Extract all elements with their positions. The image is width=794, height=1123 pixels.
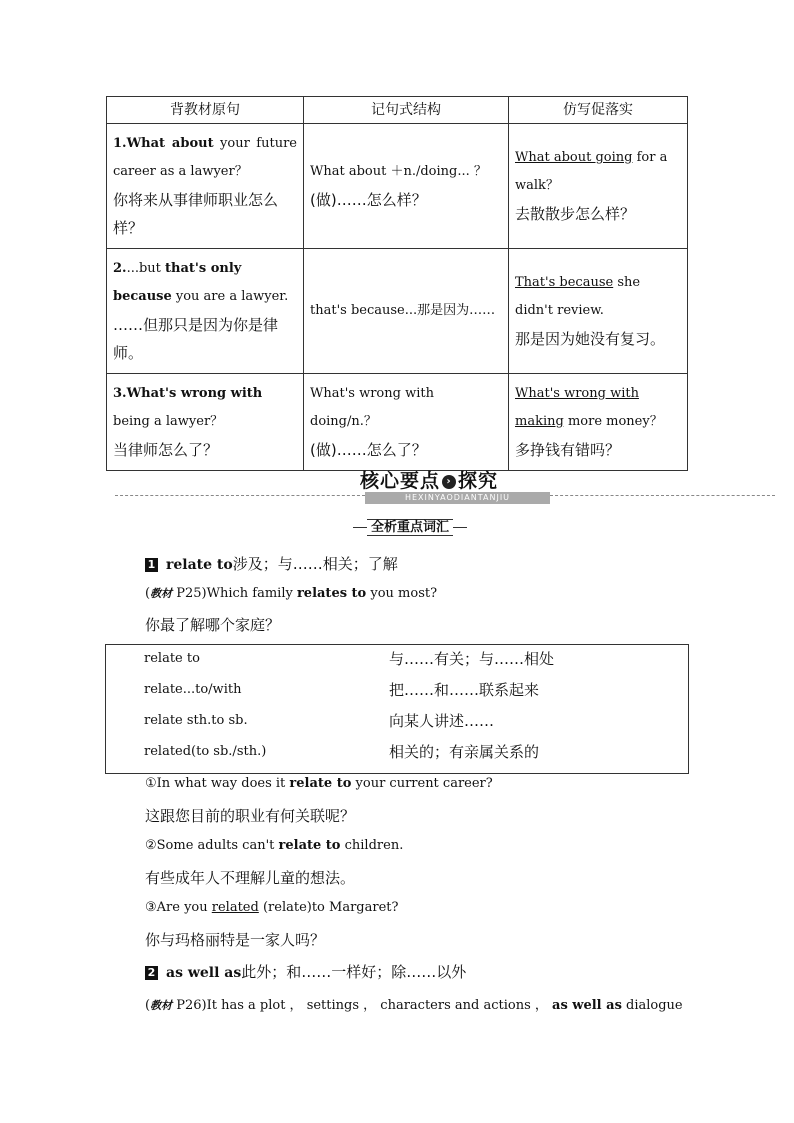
row2-col2: that's because...那是因为…… (304, 249, 509, 374)
phrase-en: relate sth.to sb. (144, 713, 248, 728)
item-number-badge: 1 (145, 558, 158, 572)
item2-source: (教材 P26)It has a plot ， settings ， characters and actions ， as well as dialogue (145, 998, 683, 1013)
phrase-cn: 把……和……联系起来 (389, 681, 540, 699)
row3-col3: What's wrong with making more money？ 多挣钱有错吗？ (509, 374, 688, 471)
header-col3: 仿写促落实 (509, 97, 688, 124)
example-1-cn: 这跟您目前的职业有何关联呢？ (145, 807, 356, 825)
example-1: ①In what way does it relate to your current career? (145, 776, 493, 791)
example-3-cn: 你与玛格丽特是一家人吗？ (145, 931, 326, 949)
phrase-cn: 相关的；有亲属关系的 (389, 743, 540, 761)
header-col2: 记句式结构 (304, 97, 509, 124)
table-header-row (107, 97, 688, 124)
example-2-cn: 有些成年人不理解儿童的想法。 (145, 869, 356, 887)
item1-source-cn: 你最了解哪个家庭？ (145, 616, 281, 634)
section-banner-title: 核心要点 › 探究 (360, 470, 499, 492)
item1-source: (教材 P25)Which family relates to you most? (145, 586, 438, 601)
row3-col1: 3.What's wrong with being a lawyer？ 当律师怎么了？ (107, 374, 304, 471)
divider-right (550, 495, 775, 496)
section-tag: 全析重点词汇 (345, 518, 475, 538)
row3-col2: What's wrong with doing/n.？ (做)……怎么了？ (304, 374, 509, 471)
item1-heading: 1 relate to涉及；与……相关；了解 (145, 553, 398, 574)
row1-col3: What about going for a walk？ 去散散步怎么样？ (509, 124, 688, 249)
example-2: ②Some adults can't relate to children. (145, 838, 404, 853)
header-col1: 背教材原句 (107, 97, 304, 124)
phrase-en: related(to sb./sth.) (144, 744, 267, 759)
phrase-en: relate...to/with (144, 682, 242, 697)
arrow-circle-icon: › (442, 475, 456, 489)
row1-col2: What about ＋n./doing... ？ (做)……怎么样？ (304, 124, 509, 249)
table-row (107, 124, 688, 249)
phrase-cn: 与……有关；与……相处 (389, 650, 555, 668)
table-row (107, 374, 688, 471)
sentence-table (106, 96, 688, 471)
phrase-cn: 向某人讲述…… (389, 712, 495, 730)
item-number-badge: 2 (145, 966, 158, 980)
divider-left (115, 495, 365, 496)
phrase-en: relate to (144, 651, 200, 666)
answer-blank: related (211, 900, 259, 915)
example-3: ③Are you related (relate)to Margaret? (145, 900, 399, 915)
table-row (107, 249, 688, 374)
banner-title-b: 探究 (458, 470, 499, 492)
phrase-box (105, 644, 689, 774)
banner-subtitle: HEXINYAODIANTANJIU (365, 492, 550, 504)
row2-col1: 2....but that's only because you are a lawyer. ……但那只是因为你是律师。 (107, 249, 304, 374)
item2-heading: 2 as well as此外；和……一样好；除……以外 (145, 961, 466, 982)
row1-col1: 1.What about your future career as a lawyer？ 你将来从事律师职业怎么样？ (107, 124, 304, 249)
row2-col3: That's because she didn't review. 那是因为她没有复习。 (509, 249, 688, 374)
